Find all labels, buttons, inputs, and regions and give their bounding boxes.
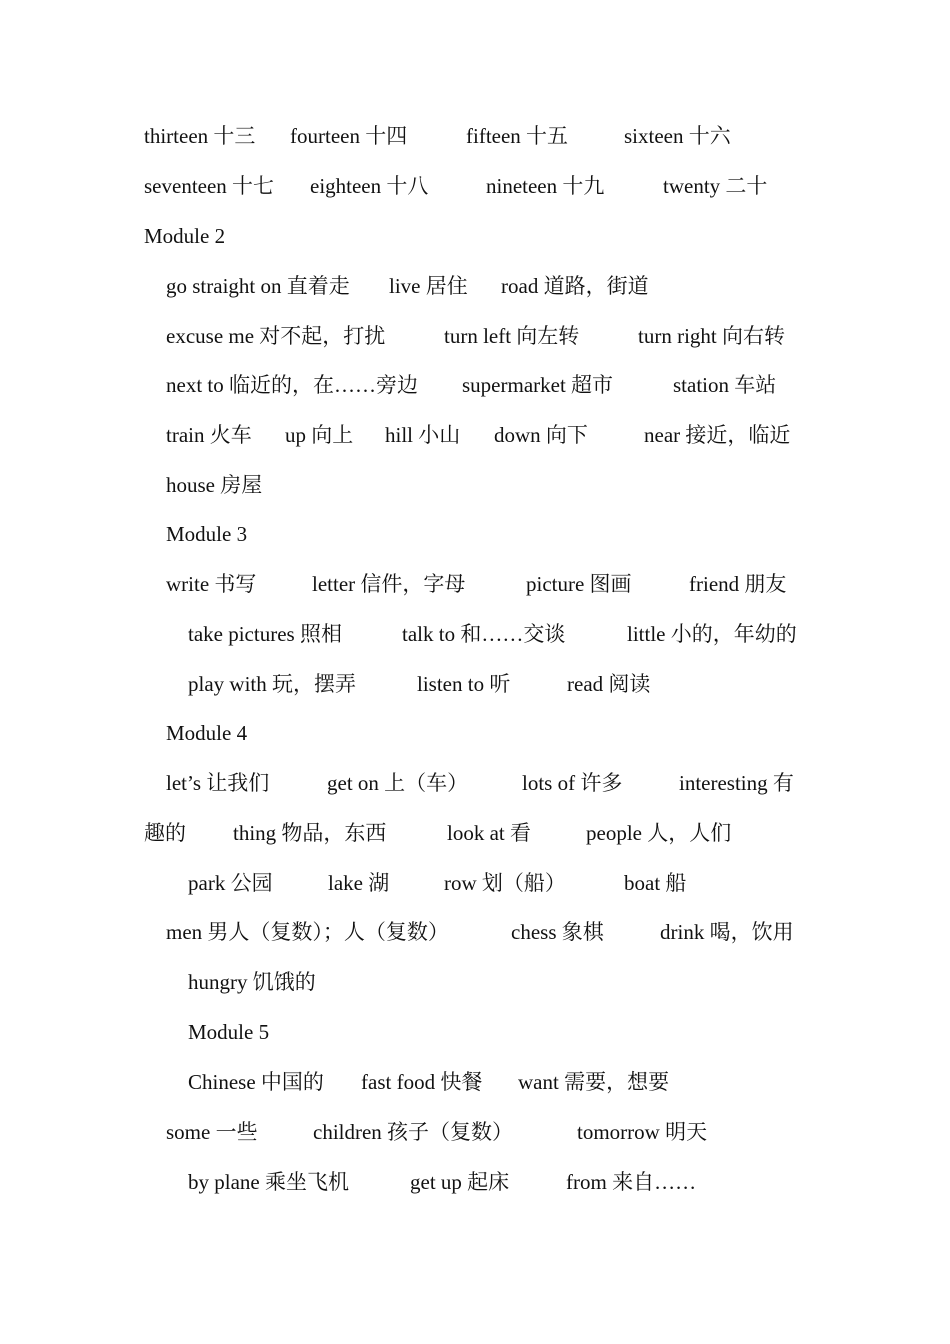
vocab-entry: hungry 饥饿的 [188, 970, 316, 994]
vocab-entry: thing 物品，东西 [233, 821, 387, 845]
vocab-entry: park 公园 [188, 871, 273, 895]
vocab-entry: eighteen 十八 [310, 174, 429, 198]
vocab-entry: get up 起床 [410, 1170, 510, 1194]
vocab-entry: hill 小山 [385, 423, 461, 447]
vocab-entry: get on 上（车） [327, 771, 469, 795]
vocab-entry: lots of 许多 [522, 771, 623, 795]
module-heading-text: Module 2 [144, 224, 226, 248]
module-heading-text: Module 4 [166, 721, 248, 745]
vocab-entry: excuse me 对不起，打扰 [166, 324, 386, 348]
vocab-entry: drink 喝，饮用 [660, 920, 794, 944]
vocab-entry: some 一些 [166, 1120, 258, 1144]
vocab-entry: talk to 和……交谈 [402, 622, 566, 646]
vocab-entry: train 火车 [166, 423, 252, 447]
vocab-entry: down 向下 [494, 423, 588, 447]
vocab-entry: near 接近，临近 [644, 423, 791, 447]
vocab-entry: chess 象棋 [511, 920, 604, 944]
vocab-entry: turn left 向左转 [444, 324, 580, 348]
vocab-entry: twenty 二十 [663, 174, 768, 198]
vocab-entry: letter 信件，字母 [312, 572, 466, 596]
vocab-entry: lake 湖 [328, 871, 390, 895]
vocab-entry: live 居住 [389, 274, 468, 298]
vocab-entry: go straight on 直着走 [166, 274, 350, 298]
vocab-entry: read 阅读 [567, 672, 651, 696]
vocab-entry: boat 船 [624, 871, 687, 895]
vocab-entry: supermarket 超市 [462, 373, 614, 397]
vocab-entry: nineteen 十九 [486, 174, 605, 198]
vocab-entry: take pictures 照相 [188, 622, 342, 646]
vocab-entry: tomorrow 明天 [577, 1120, 708, 1144]
vocab-entry: listen to 听 [417, 672, 511, 696]
vocab-entry: children 孩子（复数） [313, 1120, 514, 1144]
vocab-entry: interesting 有 [679, 771, 794, 795]
vocab-entry: fast food 快餐 [361, 1070, 483, 1094]
vocab-entry: house 房屋 [166, 473, 263, 497]
vocab-entry: fourteen 十四 [290, 124, 408, 148]
vocab-entry: little 小的，年幼的 [627, 622, 797, 646]
vocab-entry: write 书写 [166, 572, 257, 596]
vocab-entry: sixteen 十六 [624, 124, 731, 148]
vocab-entry: next to 临近的，在……旁边 [166, 373, 418, 397]
vocab-entry: turn right 向右转 [638, 324, 785, 348]
vocab-entry: seventeen 十七 [144, 174, 275, 198]
vocab-entry: thirteen 十三 [144, 124, 256, 148]
vocab-entry: picture 图画 [526, 572, 632, 596]
vocab-entry: want 需要，想要 [518, 1070, 670, 1094]
module-heading-text: Module 5 [188, 1020, 270, 1044]
vocab-entry: friend 朋友 [689, 572, 787, 596]
vocab-entry: road 道路，街道 [501, 274, 649, 298]
vocab-entry: look at 看 [447, 821, 531, 845]
vocab-entry: station 车站 [673, 373, 777, 397]
vocab-entry: 趣的 [144, 821, 186, 845]
vocab-entry: from 来自…… [566, 1170, 697, 1194]
vocab-entry: up 向上 [285, 423, 354, 447]
vocab-entry: row 划（船） [444, 871, 566, 895]
vocab-entry: play with 玩，摆弄 [188, 672, 356, 696]
module-heading-text: Module 3 [166, 522, 248, 546]
vocab-entry: by plane 乘坐飞机 [188, 1170, 349, 1194]
vocab-entry: fifteen 十五 [466, 124, 569, 148]
vocab-entry: let’s 让我们 [166, 771, 270, 795]
vocab-entry: men 男人（复数）；人（复数） [166, 920, 449, 944]
vocab-entry: people 人，人们 [586, 821, 732, 845]
vocab-entry: Chinese 中国的 [188, 1070, 324, 1094]
